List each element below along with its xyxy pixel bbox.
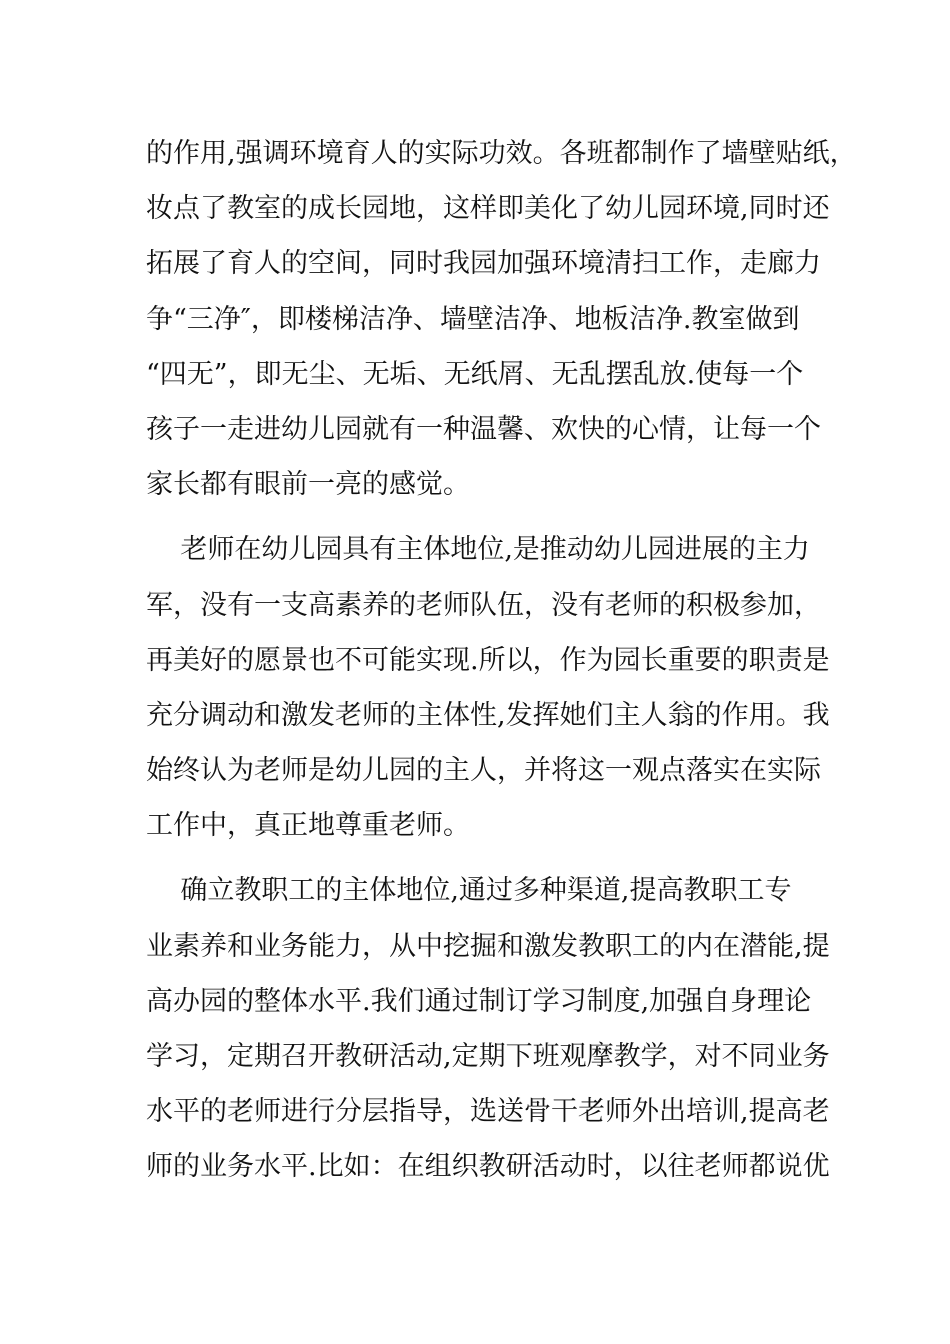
body-text <box>146 126 857 1195</box>
text-line: 妆点了教室的成长园地，这样即美化了幼儿园环境,同时还 <box>146 193 830 225</box>
paragraph-spacer <box>146 512 826 522</box>
text-line: 水平的老师进行分层指导，选送骨干老师外出培训,提高老 <box>146 1096 830 1128</box>
text-line: 孩子一走进幼儿园就有一种温馨、欢快的心情，让每一个 <box>146 413 821 445</box>
text-line: 军，没有一支高素养的老师队伍，没有老师的积极参加， <box>146 589 821 621</box>
text-line: 工作中，真正地尊重老师。 <box>146 810 470 842</box>
text-line: 高办园的整体水平.我们通过制订学习制度,加强自身理论 <box>146 985 812 1017</box>
paragraph-teachers <box>146 522 830 853</box>
paragraph-environment <box>146 126 857 512</box>
text-line: 充分调动和激发老师的主体性,发挥她们主人翁的作用。我 <box>146 699 830 731</box>
text-line: 再美好的愿景也不可能实现.所以，作为园长重要的职责是 <box>146 644 830 676</box>
text-line: 拓展了育人的空间，同时我园加强环境清扫工作，走廊力 <box>146 248 821 280</box>
text-line: 学习，定期召开教研活动,定期下班观摩教学，对不同业务 <box>146 1041 830 1072</box>
text-line: 的作用,强调环境育人的实际功效。各班都制作了墙壁贴纸， <box>146 138 857 169</box>
text-line: 确立教职工的主体地位,通过多种渠道,提高教职工专 <box>146 875 792 907</box>
text-line: 师的业务水平.比如：在组织教研活动时，以往老师都说优 <box>146 1151 830 1183</box>
text-line: 始终认为老师是幼儿园的主人，并将这一观点落实在实际 <box>146 755 821 787</box>
text-line: 争“三净″，即楼梯洁净、墙壁洁净、地板洁净.教室做到 <box>146 303 800 335</box>
text-line: “四无”，即无尘、无垢、无纸屑、无乱摆乱放.使每一个 <box>146 358 804 390</box>
text-line: 老师在幼儿园具有主体地位,是推动幼儿园进展的主力 <box>146 534 810 566</box>
paragraph-staff <box>146 863 830 1194</box>
paragraph-spacer <box>146 853 826 863</box>
text-line: 家长都有眼前一亮的感觉。 <box>146 469 470 501</box>
text-line: 业素养和业务能力，从中挖掘和激发教职工的内在潜能,提 <box>146 930 830 962</box>
